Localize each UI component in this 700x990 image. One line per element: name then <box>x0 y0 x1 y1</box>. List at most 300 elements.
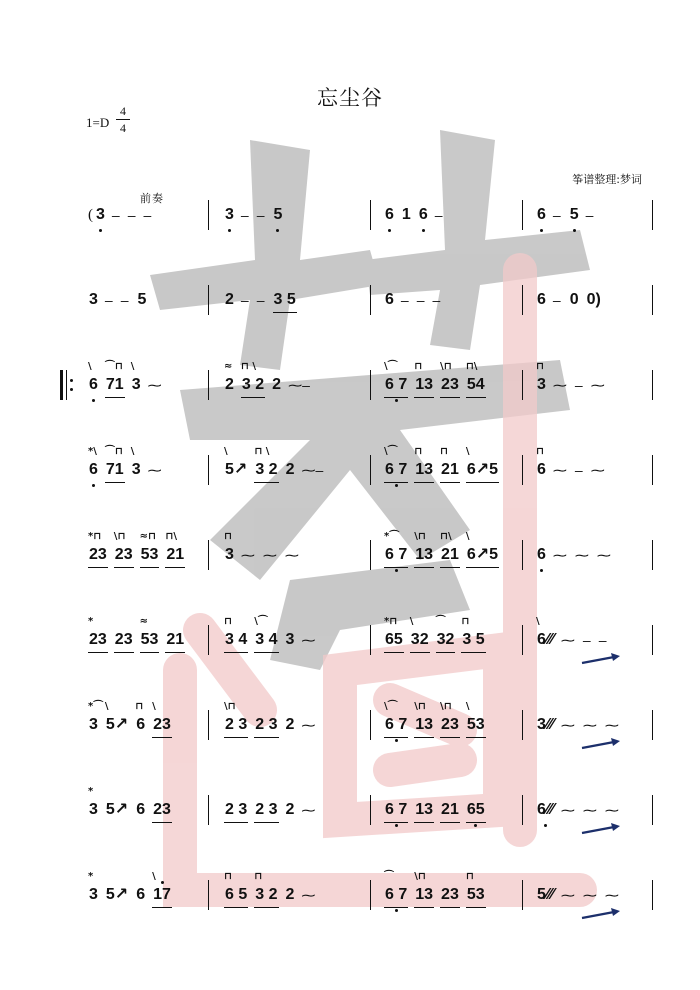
time-signature <box>116 104 130 135</box>
note <box>465 871 486 910</box>
note-text: 6⁄⁄⁄ <box>537 801 554 818</box>
note <box>384 446 408 485</box>
low-octave-dot <box>573 229 576 232</box>
note-text: – <box>574 377 583 393</box>
eighth-underline <box>165 652 185 653</box>
technique-mark: \⊓ <box>414 701 426 712</box>
note-text: – <box>120 292 129 308</box>
note <box>95 200 106 230</box>
technique-mark: \ <box>152 871 156 882</box>
note-text: – <box>585 207 594 223</box>
note-text: ⁓– <box>288 377 310 393</box>
note-text: ⁓ <box>574 547 589 563</box>
note <box>536 795 555 825</box>
note-text: 3 <box>537 376 546 393</box>
low-octave-dot <box>395 399 398 402</box>
eighth-underline <box>384 737 408 738</box>
note-text: 3 <box>89 886 98 903</box>
note-text: 13 <box>415 546 434 563</box>
note-text: ⁓ <box>240 547 255 563</box>
low-octave-dot <box>422 229 425 232</box>
note <box>414 531 434 570</box>
technique-mark: ⊓ <box>254 871 263 882</box>
note-text: 6 7 <box>385 546 408 563</box>
note-text: ⁓ <box>604 717 619 733</box>
note-text: 6 <box>89 461 98 478</box>
technique-mark: \⊓ <box>224 701 236 712</box>
eighth-underline <box>254 737 278 738</box>
technique-mark: \ <box>409 616 414 627</box>
bar-line <box>522 625 523 655</box>
note-text: ⁓ <box>596 547 611 563</box>
note-text: 3 5 <box>273 291 296 308</box>
eighth-underline <box>254 482 278 483</box>
eighth-underline <box>105 397 125 398</box>
eighth-underline <box>414 822 434 823</box>
prelude-label: 前奏 <box>140 192 164 205</box>
bar-line <box>370 455 371 485</box>
note-text: 17 <box>153 886 171 903</box>
hold-dash <box>301 455 323 485</box>
low-octave-dot <box>276 229 279 232</box>
technique-mark: ≈ <box>139 616 148 627</box>
note-text: 2 3 <box>255 801 278 818</box>
note <box>88 616 108 655</box>
technique-mark: ⊓\ <box>165 531 178 542</box>
note <box>384 795 408 825</box>
note-text: 3 <box>89 291 98 308</box>
note-text: ⁓ <box>590 462 605 478</box>
technique-mark: \⊓ <box>440 361 452 372</box>
note <box>105 795 129 825</box>
note <box>401 200 412 230</box>
note <box>384 701 408 740</box>
bar-line <box>522 880 523 910</box>
note <box>465 446 499 485</box>
note <box>105 880 129 910</box>
hold-dash <box>591 455 605 485</box>
note-text: 53 <box>466 886 485 903</box>
hold-dash <box>301 710 315 740</box>
note <box>536 446 547 485</box>
note <box>224 200 235 230</box>
note-text: 2 3 <box>225 716 248 733</box>
measure <box>536 285 608 345</box>
note-text: 3 <box>89 801 98 818</box>
note-text: 23 <box>89 631 107 648</box>
eighth-underline <box>440 822 460 823</box>
note-text: 6 <box>537 291 546 308</box>
score-row <box>0 200 700 260</box>
measure <box>88 701 178 770</box>
measure <box>384 616 492 685</box>
note <box>224 616 248 655</box>
note <box>273 200 284 230</box>
technique-mark: \ <box>224 446 228 457</box>
note-text: 3 <box>131 461 141 478</box>
note <box>384 200 395 230</box>
hold-dash <box>241 285 249 315</box>
note-text: ⁓ <box>604 802 619 818</box>
note-text: 6 7 <box>385 716 408 733</box>
note-text: 3 <box>225 206 234 223</box>
hold-dash <box>301 625 315 655</box>
eighth-underline <box>466 737 486 738</box>
bar-line <box>208 285 209 315</box>
glissando-arrow-icon <box>580 653 622 665</box>
eighth-underline <box>152 737 172 738</box>
note-text: 3⁄⁄⁄ <box>537 716 554 733</box>
note-text: 13 <box>415 376 434 393</box>
note-text: 2 <box>225 376 234 393</box>
note-text: 3 4 <box>225 631 248 648</box>
note-text: 2 <box>272 376 282 393</box>
note <box>104 361 125 400</box>
note-text: 6 <box>136 716 146 733</box>
technique-mark: *\ <box>88 446 97 457</box>
eighth-underline <box>224 652 248 653</box>
hold-dash <box>553 540 567 570</box>
note-text: 6 <box>537 546 546 563</box>
note <box>536 540 547 570</box>
measure <box>88 786 178 855</box>
eighth-underline <box>152 822 172 823</box>
note-text: 6 <box>136 886 146 903</box>
note-text: ⁓ <box>147 377 162 393</box>
note <box>536 710 555 740</box>
bar-line <box>522 795 523 825</box>
note <box>384 871 408 910</box>
measure <box>88 285 153 345</box>
note-text: 21 <box>441 801 459 818</box>
note <box>285 710 296 740</box>
technique-mark: ≈ <box>224 361 233 372</box>
eighth-underline <box>88 567 108 568</box>
score-row <box>0 531 700 600</box>
technique-mark: \⌒ <box>384 701 398 712</box>
hold-dash <box>553 455 567 485</box>
bar-line <box>370 710 371 740</box>
eighth-underline <box>440 907 460 908</box>
measure <box>224 795 323 855</box>
technique-mark: \⊓ <box>113 531 126 542</box>
key-signature: 1=D <box>86 115 110 130</box>
note-text: 71 <box>105 376 124 393</box>
note-text: 0) <box>586 291 601 308</box>
technique-mark: ⊓\ <box>465 361 478 372</box>
eighth-underline <box>466 482 499 483</box>
note-text: – <box>574 462 583 478</box>
hold-dash <box>553 285 561 315</box>
note <box>135 701 146 740</box>
note <box>88 871 99 910</box>
hold-dash <box>561 880 575 910</box>
eighth-underline <box>224 907 248 908</box>
hold-dash <box>288 370 310 400</box>
bar-line <box>208 455 209 485</box>
technique-mark: ⊓ <box>414 446 423 457</box>
note <box>165 625 185 655</box>
note <box>569 200 580 230</box>
measure <box>384 285 448 345</box>
note-text: – <box>552 207 561 223</box>
low-octave-dot <box>395 569 398 572</box>
note <box>88 285 99 315</box>
hold-dash <box>586 200 594 230</box>
eighth-underline <box>254 652 278 653</box>
note <box>414 446 434 485</box>
technique-mark: \ <box>465 701 470 712</box>
eighth-underline <box>414 907 434 908</box>
note <box>240 361 265 400</box>
note-text: 1 <box>401 206 411 223</box>
measure <box>384 701 492 770</box>
score-row <box>0 701 700 770</box>
technique-mark: ⊓ <box>536 361 544 372</box>
note <box>130 446 142 485</box>
note <box>440 701 460 740</box>
note-text: 21 <box>166 631 185 648</box>
note <box>224 531 235 570</box>
note-text: 3 <box>89 716 98 733</box>
measure <box>224 361 318 430</box>
note <box>88 446 99 485</box>
note <box>536 616 555 655</box>
bar-line <box>370 880 371 910</box>
song-title: 忘尘谷 <box>317 86 383 110</box>
eighth-underline <box>461 652 485 653</box>
note <box>254 871 278 910</box>
note-text: 23 <box>441 376 459 393</box>
note-text: 5 <box>569 206 579 223</box>
hold-dash <box>605 795 619 825</box>
note <box>440 446 460 485</box>
note-text: 2 <box>285 801 295 818</box>
note-text: ⁓ <box>147 462 162 478</box>
time-signature-bottom: 4 <box>120 121 126 135</box>
bar-line <box>370 285 371 315</box>
bar-line <box>652 540 653 570</box>
note-text: ⁓ <box>582 717 597 733</box>
technique-mark: * <box>88 786 94 797</box>
eighth-underline <box>414 737 434 738</box>
eighth-underline <box>114 567 134 568</box>
eighth-underline <box>384 652 404 653</box>
note-text: 23 <box>114 631 133 648</box>
bar-line <box>522 710 523 740</box>
note <box>271 370 282 400</box>
note-text: ⁓ <box>301 632 316 648</box>
technique-mark: * <box>88 871 94 882</box>
note-text: – <box>552 292 561 308</box>
note-text: 13 <box>415 886 434 903</box>
bar-line <box>652 880 653 910</box>
hold-dash <box>583 880 597 910</box>
note-text: 21 <box>441 546 459 563</box>
note <box>465 701 486 740</box>
eighth-underline <box>88 652 108 653</box>
note-text: 53 <box>140 631 159 648</box>
note-text: 21 <box>166 546 185 563</box>
note-text: – <box>143 207 152 223</box>
note-text: 6 5 <box>225 886 248 903</box>
note <box>461 616 485 655</box>
hold-dash <box>241 200 249 230</box>
hold-dash <box>301 880 315 910</box>
technique-mark: \ <box>152 701 156 712</box>
measure <box>384 361 492 430</box>
eighth-underline <box>440 737 460 738</box>
note <box>384 361 408 400</box>
eighth-underline <box>224 822 248 823</box>
low-octave-dot <box>540 229 543 232</box>
hold-dash <box>561 795 575 825</box>
note <box>152 795 172 825</box>
note <box>224 361 235 400</box>
technique-mark: ⌒ <box>435 616 446 627</box>
low-octave-dot <box>540 569 543 572</box>
note-text: 6⁄⁄⁄ <box>537 631 554 648</box>
note <box>224 701 248 740</box>
note <box>409 616 430 655</box>
hold-dash <box>553 200 561 230</box>
glissando-arrow-icon <box>580 908 622 920</box>
note-text: 5↗ <box>105 801 129 818</box>
note <box>285 625 296 655</box>
bar-line <box>208 710 209 740</box>
bar-line <box>370 795 371 825</box>
note <box>285 880 296 910</box>
eighth-underline <box>384 567 408 568</box>
measure <box>536 361 613 430</box>
note <box>104 446 125 485</box>
note-text: 54 <box>466 376 485 393</box>
bar-line <box>652 625 653 655</box>
hold-dash <box>435 200 443 230</box>
note <box>418 200 429 230</box>
note-text: ⁓ <box>552 547 567 563</box>
eighth-underline <box>140 567 160 568</box>
score-row <box>0 786 700 855</box>
note-text: ⁓ <box>301 887 316 903</box>
technique-mark: ⌒⊓ <box>104 361 123 372</box>
technique-mark: ⊓ \ <box>254 446 270 457</box>
note <box>384 616 404 655</box>
technique-mark: * <box>88 616 94 627</box>
note <box>254 795 278 825</box>
high-octave-dot <box>161 881 164 884</box>
hold-dash <box>583 625 591 655</box>
eighth-underline <box>440 482 460 483</box>
eighth-underline <box>436 652 456 653</box>
note-text: ⁓ <box>604 887 619 903</box>
score-row <box>0 616 700 685</box>
note <box>139 531 160 570</box>
note-text: 3 <box>131 376 141 393</box>
note-text: – <box>256 207 265 223</box>
note <box>135 880 146 910</box>
technique-mark: ≈⊓ <box>139 531 156 542</box>
note-text: – <box>434 207 443 223</box>
technique-mark: \ <box>104 701 109 712</box>
low-octave-dot <box>474 824 477 827</box>
note <box>414 701 434 740</box>
note-text: 5↗ <box>105 886 129 903</box>
score-row <box>0 871 700 940</box>
eighth-underline <box>254 907 278 908</box>
note-text: 3 2 <box>255 886 278 903</box>
technique-mark: ⌒⊓ <box>104 446 123 457</box>
hold-dash <box>144 200 152 230</box>
hold-dash <box>575 370 583 400</box>
note-text: 3 <box>96 206 105 223</box>
hold-dash <box>257 200 265 230</box>
note-text: 65 <box>466 801 485 818</box>
eighth-underline <box>273 312 297 313</box>
bar-line <box>652 795 653 825</box>
bar-line <box>522 540 523 570</box>
note <box>104 701 129 740</box>
measure <box>384 795 492 855</box>
measure <box>536 540 619 600</box>
score-row <box>0 361 700 430</box>
hold-dash <box>599 625 607 655</box>
note-text: 32 <box>410 631 429 648</box>
technique-mark: ⊓ \ <box>240 361 256 372</box>
note <box>224 795 248 825</box>
measure <box>536 200 601 260</box>
note <box>440 531 460 570</box>
bar-line <box>208 625 209 655</box>
note <box>536 200 547 230</box>
note-text: – <box>400 292 409 308</box>
hold-dash <box>285 540 299 570</box>
eighth-underline <box>466 397 486 398</box>
technique-mark: \⌒ <box>254 616 268 627</box>
note-text: ⁓ <box>301 802 316 818</box>
note <box>113 531 134 570</box>
note-text: 2 3 <box>255 716 278 733</box>
bar-line <box>208 200 209 230</box>
bar-line <box>208 795 209 825</box>
note-text: – <box>416 292 425 308</box>
note-text: 6↗5 <box>466 461 499 478</box>
note-text: 6 <box>89 376 98 393</box>
note-text: 5 <box>273 206 283 223</box>
bar-line <box>370 625 371 655</box>
note <box>440 795 460 825</box>
measure <box>224 200 289 260</box>
hold-dash <box>605 710 619 740</box>
note-text: 71 <box>105 461 124 478</box>
technique-mark: \ <box>536 616 540 627</box>
note-text: 5↗ <box>225 461 248 478</box>
note-text: ⁓ <box>582 887 597 903</box>
note-text: 6 <box>537 461 546 478</box>
eighth-underline <box>440 397 460 398</box>
measure <box>384 446 505 515</box>
technique-mark: ⊓ <box>224 616 232 627</box>
eighth-underline <box>466 567 499 568</box>
note-text: 6 <box>136 801 146 818</box>
note-text: 2 <box>285 461 295 478</box>
note-text: 6 <box>385 291 394 308</box>
note-text: – <box>582 632 591 648</box>
hold-dash <box>583 795 597 825</box>
technique-mark: ⌒ <box>384 871 394 882</box>
bar-line <box>522 455 523 485</box>
note <box>466 795 486 825</box>
